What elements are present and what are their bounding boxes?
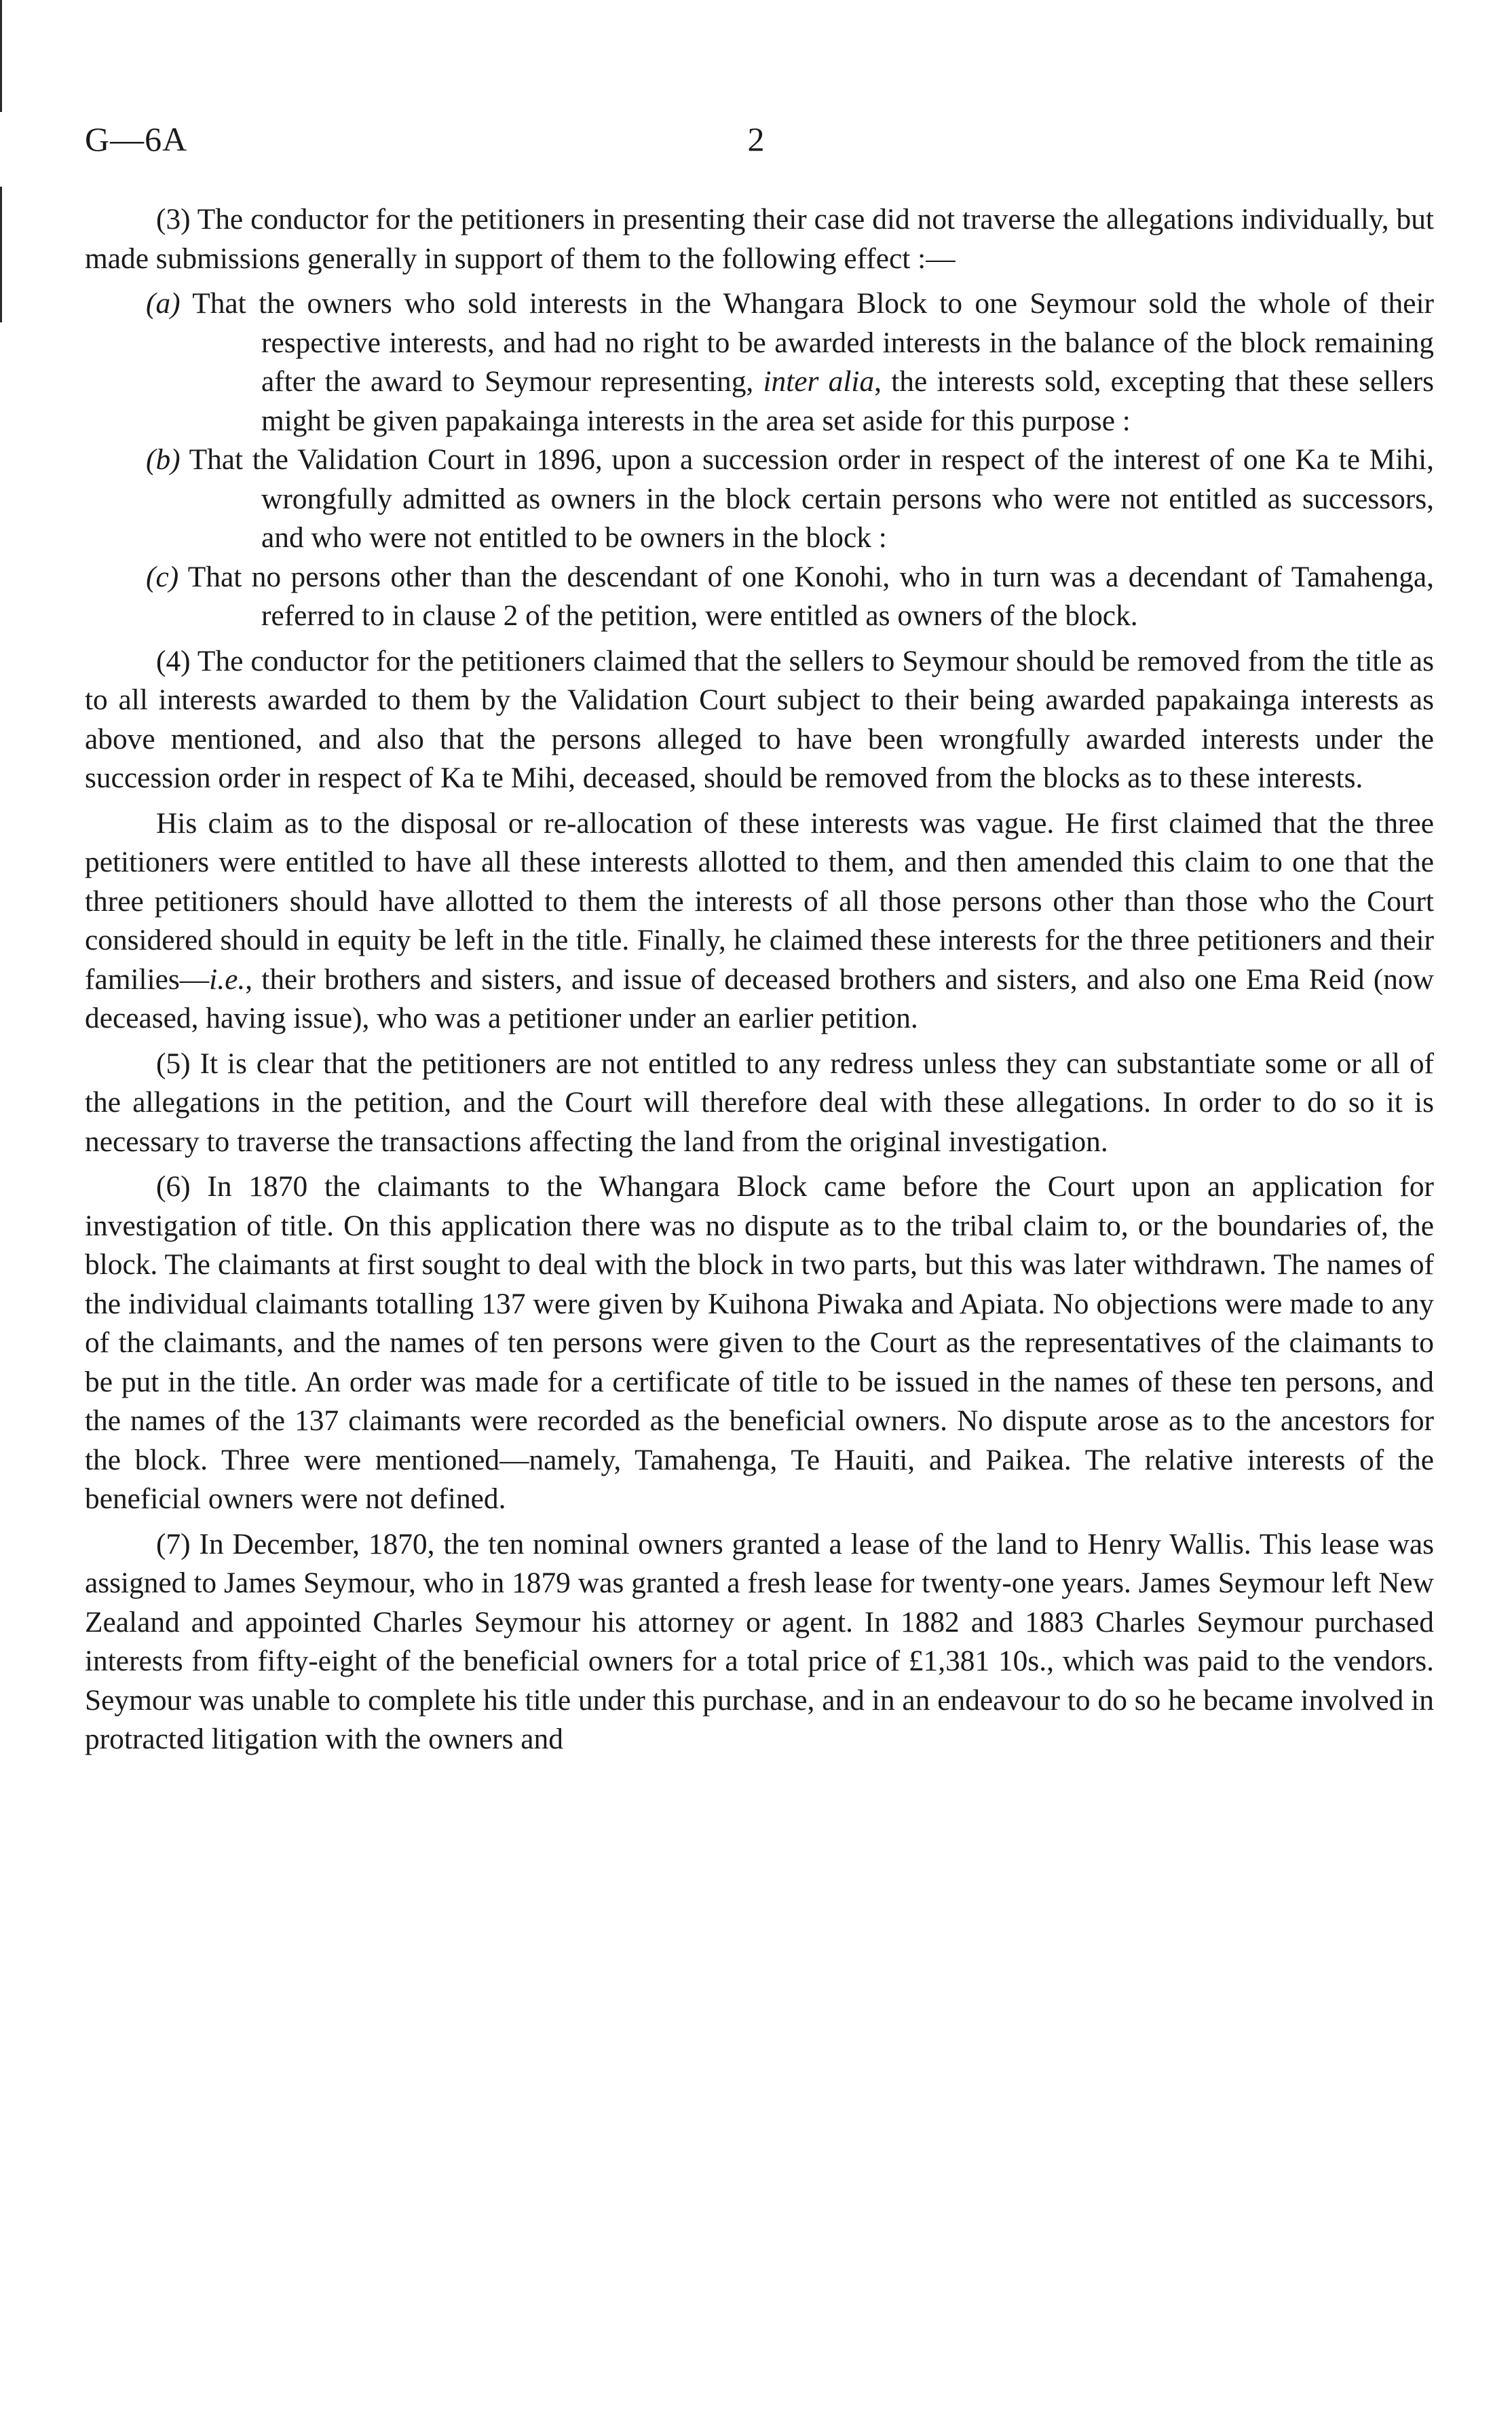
page-header: [85, 115, 1427, 163]
paragraph-3: (3) The conductor for the petitioners in presenting their case did not traverse the allegations individually, but made submissions generally in support of them to the following effect :—: [85, 203, 1434, 275]
paragraph-italic: i.e.: [209, 962, 246, 996]
list-item-c: [85, 558, 1434, 636]
left-edge-rule-middle: [0, 187, 2, 322]
paragraph-4: (4) The conductor for the petitioners claimed that the sellers to Seymour should be removed from the title as to all interests awarded to them by the Validation Court subject to their being awarded papakainga interests as above mentioned, and also that the persons alleged to have been wrongfully awarded interests under the succession order in respect of Ka te Mihi, deceased, should be removed from the blocks as to these interests.: [85, 644, 1434, 794]
list-item-text-end: , the interests sold, excepting that these sellers might be given papakainga interests in the area set aside for this purpose :: [261, 365, 1435, 437]
paragraph-5: (5) It is clear that the petitioners are not entitled to any redress unless they can substantiate some or all of the allegations in the petition, and the Court will therefore deal with these allegations. In order to do so it is necessary to traverse the transactions affecting the land from the original investigation.: [85, 1047, 1434, 1158]
paragraph-6: (6) In 1870 the claimants to the Whangara Block came before the Court upon an application for investigation of title. On this application there was no dispute as to the tribal claim to, or the boundaries of, the block. The claimants at first sought to deal with the block in two parts, but this was later withdrawn. The names of the individual claimants totalling 137 were given by Kuihona Piwaka and Apiata. No objections were made to any of the claimants, and the names of ten persons were given to the Court as the representatives of the claimants to be put in the title. An order was made for a certificate of title to be issued in the names of these ten persons, and the names of the 137 claimants were recorded as the beneficial owners. No dispute arose as to the ancestors for the block. Three were mentioned—namely, Tamahenga, Te Hauiti, and Paikea. The relative interests of the beneficial owners were not defined.: [85, 1170, 1434, 1515]
list-item-label: (b): [146, 443, 181, 476]
left-edge-rule-top: [0, 0, 2, 112]
body-text: [85, 200, 1434, 1765]
paragraph-text: His claim as to the disposal or re-allocation of these interests was vague. He first claimed that the three petitioners were entitled to have all these interests allotted to them, and then amended this claim to one that the three petitioners should have allotted to them the interests of all those persons other than those who the Court considered should in equity be left in the title. Finally, he claimed these interests for the three petitioners and their families—: [85, 806, 1434, 996]
paragraph-4-continued: [85, 804, 1434, 1039]
page-number: 2: [747, 120, 765, 158]
paragraph-7: (7) In December, 1870, the ten nominal owners granted a lease of the land to Henry Wallis. This lease was assigned to James Seymour, who in 1879 was granted a fresh lease for twenty-one years. James Seymour left New Zealand and appointed Charles Seymour his attorney or agent. In 1882 and 1883 Charles Seymour purchased interests from fifty-eight of the beneficial owners for a total price of £1,381 10s., which was paid to the vendors. Seymour was unable to complete his title under this purchase, and in an endeavour to do so he became involved in protracted litigation with the owners and: [85, 1527, 1434, 1755]
list-item-a: [85, 284, 1434, 441]
list-item-label: (a): [146, 287, 181, 320]
list-item-italic: inter alia: [763, 365, 875, 398]
paragraph-text-end: , their brothers and sisters, and issue of deceased brothers and sisters, and also one Ema Reid (now deceased, having issue), who was a petitioner under an earlier petition.: [85, 962, 1434, 1034]
list-item-b: [85, 441, 1434, 558]
list-item-text: That the Validation Court in 1896, upon a succession order in respect of the interest of one Ka te Mihi, wrongfully admitted as owners in the block certain persons who were not entitled as successors, and who were not entitled to be owners in the block :: [189, 443, 1434, 554]
list-item-label: (c): [146, 560, 179, 593]
list-item-text: That no persons other than the descendant of one Konohi, who in turn was a decendant of Tamahenga, referred to in clause 2 of the petition, were entitled as owners of the block.: [187, 560, 1434, 632]
document-reference: G—6A: [85, 120, 188, 158]
list-item-text: That the owners who sold interests in the Whangara Block to one Seymour sold the whole of their respective interests, and had no right to be awarded interests in the balance of the block remaining after the award to Seymour representing,: [192, 287, 1434, 398]
